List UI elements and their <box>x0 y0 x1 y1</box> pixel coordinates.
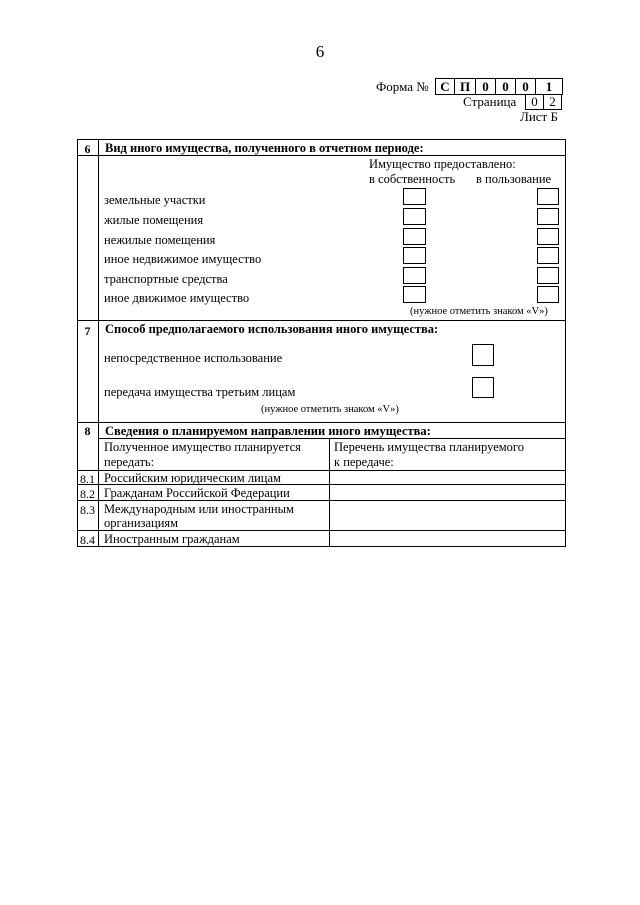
number-column-divider <box>98 139 99 547</box>
usage-option-label: непосредственное использование <box>104 351 283 365</box>
section-7-title: Способ предполагаемого использования иного имущества: <box>105 322 439 336</box>
property-list-field[interactable] <box>330 531 565 546</box>
use-checkbox[interactable] <box>537 286 559 303</box>
mark-note: (нужное отметить знаком «V») <box>410 306 548 317</box>
form-code-cell: 0 <box>495 78 516 95</box>
property-type-label: нежилые помещения <box>104 233 216 247</box>
column-use-label: в пользование <box>476 172 552 186</box>
recipient-label: Гражданам Российской Федерации <box>104 486 290 500</box>
form-code-cell: 1 <box>535 78 563 95</box>
direct-use-checkbox[interactable] <box>472 344 494 366</box>
property-type-label: иное движимое имущество <box>104 291 250 305</box>
use-checkbox[interactable] <box>537 267 559 284</box>
page-number: 6 <box>315 42 325 61</box>
row-number: 8.2 <box>80 487 95 501</box>
property-list-header: Перечень имущества планируемого <box>334 440 524 454</box>
section-8-title: Сведения о планируемом направлении иного имущества: <box>105 424 431 438</box>
row-number: 8.4 <box>80 533 95 547</box>
form-code-cell: П <box>454 78 476 95</box>
property-list-field[interactable] <box>330 501 565 530</box>
section-divider <box>77 422 566 423</box>
property-list-field[interactable] <box>330 471 565 484</box>
section-divider <box>77 320 566 321</box>
page-digit-cell: 2 <box>543 94 562 110</box>
usage-option-label: передача имущества третьим лицам <box>104 385 296 399</box>
page-label: Страница <box>463 94 517 109</box>
property-type-label: земельные участки <box>104 193 206 207</box>
use-checkbox[interactable] <box>537 188 559 205</box>
recipient-label: Российским юридическим лицам <box>104 471 281 485</box>
use-checkbox[interactable] <box>537 208 559 225</box>
planned-transfer-header: Полученное имущество планируется <box>104 440 301 454</box>
mark-note: (нужное отметить знаком «V») <box>261 404 399 415</box>
property-type-label: жилые помещения <box>104 213 204 227</box>
table-border-top <box>77 139 566 140</box>
column-ownership-label: в собственность <box>369 172 456 186</box>
page-digit-cell: 0 <box>525 94 544 110</box>
row-number: 8.3 <box>80 503 95 517</box>
property-list-header: к передаче: <box>334 455 394 469</box>
form-code-cell: С <box>435 78 455 95</box>
ownership-checkbox[interactable] <box>403 286 426 303</box>
property-type-label: иное недвижимое имущество <box>104 252 262 266</box>
section-6-number: 6 <box>84 142 91 156</box>
use-checkbox[interactable] <box>537 228 559 245</box>
use-checkbox[interactable] <box>537 247 559 264</box>
section-6-title: Вид иного имущества, полученного в отчетном периоде: <box>105 141 424 155</box>
table-border-right <box>565 139 566 547</box>
form-code-cell: 0 <box>515 78 536 95</box>
form-code-cell: 0 <box>475 78 496 95</box>
planned-transfer-header: передать: <box>104 455 155 469</box>
ownership-checkbox[interactable] <box>403 208 426 225</box>
section-8-number: 8 <box>84 424 91 438</box>
ownership-checkbox[interactable] <box>403 188 426 205</box>
recipient-label: Международным или иностранным <box>104 502 294 516</box>
ownership-checkbox[interactable] <box>403 247 426 264</box>
ownership-checkbox[interactable] <box>403 267 426 284</box>
section-7-number: 7 <box>84 324 91 338</box>
property-list-field[interactable] <box>330 485 565 500</box>
recipient-label-cont: организациям <box>104 516 179 530</box>
form-number-label: Форма № <box>376 79 429 94</box>
sheet-label: Лист Б <box>520 109 558 124</box>
ownership-checkbox[interactable] <box>403 228 426 245</box>
transfer-checkbox[interactable] <box>472 377 494 398</box>
row-number: 8.1 <box>80 472 95 486</box>
recipient-label: Иностранным гражданам <box>104 532 240 546</box>
property-type-label: транспортные средства <box>104 272 228 286</box>
provided-heading: Имущество предоставлено: <box>369 157 516 171</box>
